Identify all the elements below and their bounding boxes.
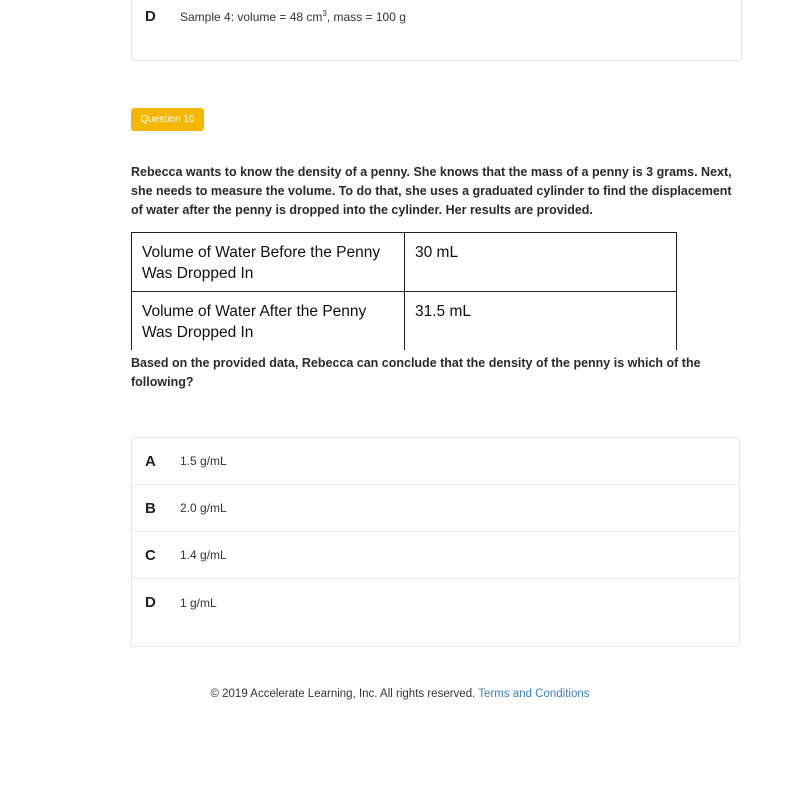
choice-c-row[interactable] xyxy=(132,532,739,579)
table-cell-label: Volume of Water After the Penny Was Dropped In xyxy=(132,292,405,351)
choice-text-superscript: 3 xyxy=(322,9,327,18)
choice-text-suffix: , mass = 100 g xyxy=(326,10,406,24)
question-prompt: Rebecca wants to know the density of a penny. She knows that the mass of a penny is 3 grams. Next, she needs to measure the volume. To do that, she uses a graduated cylinder to find the displacement of water after the penny is dropped into the cylinder. Her results are provided. xyxy=(131,165,732,217)
footer xyxy=(0,688,800,700)
choice-text: 1.4 g/mL xyxy=(180,548,227,562)
choice-letter: C xyxy=(145,546,156,564)
choice-b-row[interactable] xyxy=(132,485,739,532)
results-table xyxy=(131,232,677,350)
choice-letter: D xyxy=(145,594,156,611)
table-cell-value: 31.5 mL xyxy=(405,292,677,351)
table-row xyxy=(132,292,677,351)
previous-question-choices-card xyxy=(131,0,742,61)
choice-text-main: Sample 4: volume = 48 cm xyxy=(180,10,323,24)
choice-text: 1 g/mL xyxy=(180,595,217,610)
question-number-badge: Question 10 xyxy=(131,108,204,131)
choice-a-row[interactable] xyxy=(132,438,739,485)
choice-d-row[interactable] xyxy=(132,0,741,25)
choice-letter: B xyxy=(145,499,156,517)
copyright-text: © 2019 Accelerate Learning, Inc. All rights reserved. xyxy=(210,688,476,700)
choice-text: 2.0 g/mL xyxy=(180,501,227,515)
table-cell-label: Volume of Water Before the Penny Was Dropped In xyxy=(132,233,405,292)
answer-choices-card xyxy=(131,437,740,647)
choice-letter: A xyxy=(145,452,156,470)
table-row xyxy=(132,233,677,292)
table-cell-value: 30 mL xyxy=(405,233,677,292)
choice-letter: D xyxy=(145,8,156,25)
choice-d-row[interactable] xyxy=(132,579,739,626)
terms-link[interactable]: Terms and Conditions xyxy=(478,688,590,700)
choice-text xyxy=(180,9,406,24)
question-followup: Based on the provided data, Rebecca can conclude that the density of the penny is which of the following? xyxy=(131,356,701,389)
choice-text: 1.5 g/mL xyxy=(180,454,227,468)
